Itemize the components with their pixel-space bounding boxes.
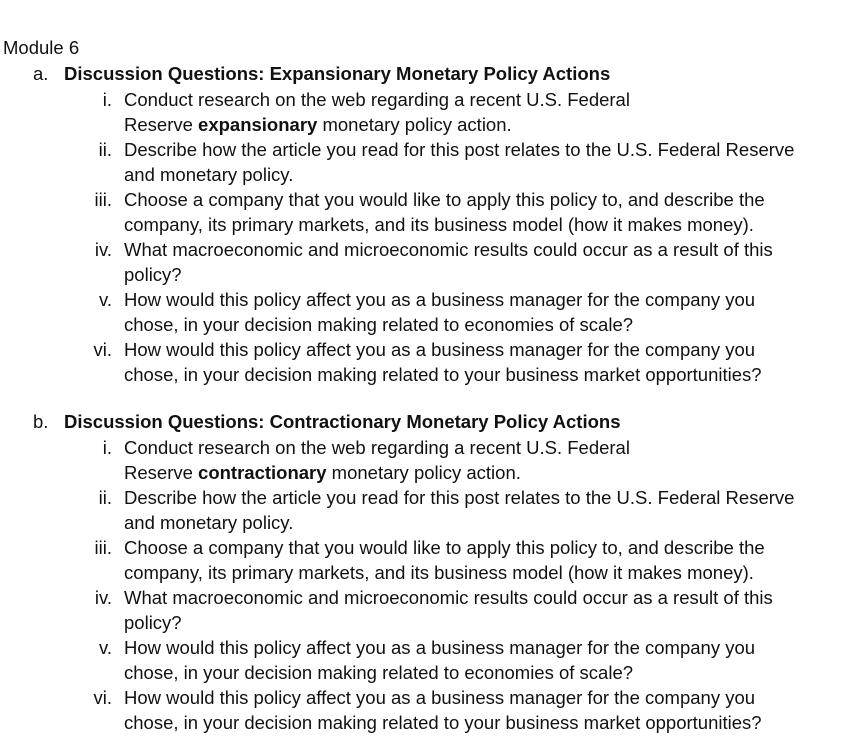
policy-keyword: expansionary	[198, 114, 318, 135]
question-number: ii.	[98, 139, 112, 160]
question-number: v.	[98, 289, 112, 310]
question-line: What macroeconomic and microeconomic results could occur as a result of this	[124, 587, 773, 608]
section-letter: a.	[33, 63, 49, 84]
question-line: What macroeconomic and microeconomic results could occur as a result of this	[124, 239, 773, 260]
question-line: and monetary policy.	[124, 164, 294, 185]
question-line: Choose a company that you would like to apply this policy to, and describe the	[124, 537, 765, 558]
question-line: chose, in your decision making related to your business market opportunities?	[124, 364, 762, 385]
question-line: chose, in your decision making related to economies of scale?	[124, 662, 634, 683]
question-line: Conduct research on the web regarding a recent U.S. Federal	[124, 89, 630, 110]
question-text	[124, 287, 862, 337]
question-text	[124, 685, 862, 735]
question-line-suffix: monetary policy action.	[317, 114, 512, 135]
section-a-heading	[33, 62, 610, 86]
question-item	[0, 635, 864, 685]
question-line: Conduct research on the web regarding a recent U.S. Federal	[124, 437, 630, 458]
question-line: company, its primary markets, and its business model (how it makes money).	[124, 214, 754, 235]
question-text	[124, 585, 862, 635]
question-item	[0, 87, 864, 137]
question-line-suffix: monetary policy action.	[326, 462, 521, 483]
question-number: vi.	[93, 339, 112, 360]
question-text	[124, 435, 862, 485]
question-number: i.	[102, 89, 112, 110]
section-heading-text: Discussion Questions: Contractionary Monetary Policy Actions	[64, 411, 621, 432]
question-number: i.	[102, 437, 112, 458]
question-item	[0, 287, 864, 337]
question-number: iii.	[94, 537, 112, 558]
question-text	[124, 485, 862, 535]
question-line: How would this policy affect you as a business manager for the company you	[124, 687, 756, 708]
question-line: Describe how the article you read for this post relates to the U.S. Federal Reserve	[124, 487, 795, 508]
question-item	[0, 187, 864, 237]
question-text	[124, 87, 862, 137]
question-line: policy?	[124, 264, 182, 285]
question-item	[0, 435, 864, 485]
question-line	[124, 112, 862, 137]
question-number: v.	[98, 637, 112, 658]
module-title: Module 6	[3, 37, 80, 58]
question-number: vi.	[93, 687, 112, 708]
question-line: Describe how the article you read for this post relates to the U.S. Federal Reserve	[124, 139, 795, 160]
question-item	[0, 535, 864, 585]
question-line: Choose a company that you would like to apply this policy to, and describe the	[124, 189, 765, 210]
question-line-prefix: Reserve	[124, 462, 199, 483]
question-line: How would this policy affect you as a business manager for the company you	[124, 289, 756, 310]
question-line: chose, in your decision making related to your business market opportunities?	[124, 712, 762, 733]
question-item	[0, 685, 864, 735]
section-b-heading	[33, 410, 620, 434]
question-number: ii.	[98, 487, 112, 508]
question-line-prefix: Reserve	[124, 114, 199, 135]
question-number: iv.	[94, 239, 112, 260]
question-text	[124, 535, 862, 585]
question-item	[0, 337, 864, 387]
question-line: company, its primary markets, and its business model (how it makes money).	[124, 562, 754, 583]
section-letter: b.	[33, 411, 49, 432]
question-line: How would this policy affect you as a business manager for the company you	[124, 339, 756, 360]
section-heading-text: Discussion Questions: Expansionary Monetary Policy Actions	[64, 63, 611, 84]
question-text	[124, 635, 862, 685]
question-item	[0, 237, 864, 287]
question-text	[124, 137, 862, 187]
question-text	[124, 337, 862, 387]
question-text	[124, 237, 862, 287]
question-list-b	[0, 435, 864, 735]
question-item	[0, 585, 864, 635]
question-item	[0, 137, 864, 187]
policy-keyword: contractionary	[198, 462, 327, 483]
question-list-a	[0, 87, 864, 387]
question-line: policy?	[124, 612, 182, 633]
question-line	[124, 460, 862, 485]
question-number: iii.	[94, 189, 112, 210]
question-line: and monetary policy.	[124, 512, 294, 533]
question-line: How would this policy affect you as a business manager for the company you	[124, 637, 756, 658]
question-line: chose, in your decision making related to economies of scale?	[124, 314, 634, 335]
question-item	[0, 485, 864, 535]
question-text	[124, 187, 862, 237]
question-number: iv.	[94, 587, 112, 608]
